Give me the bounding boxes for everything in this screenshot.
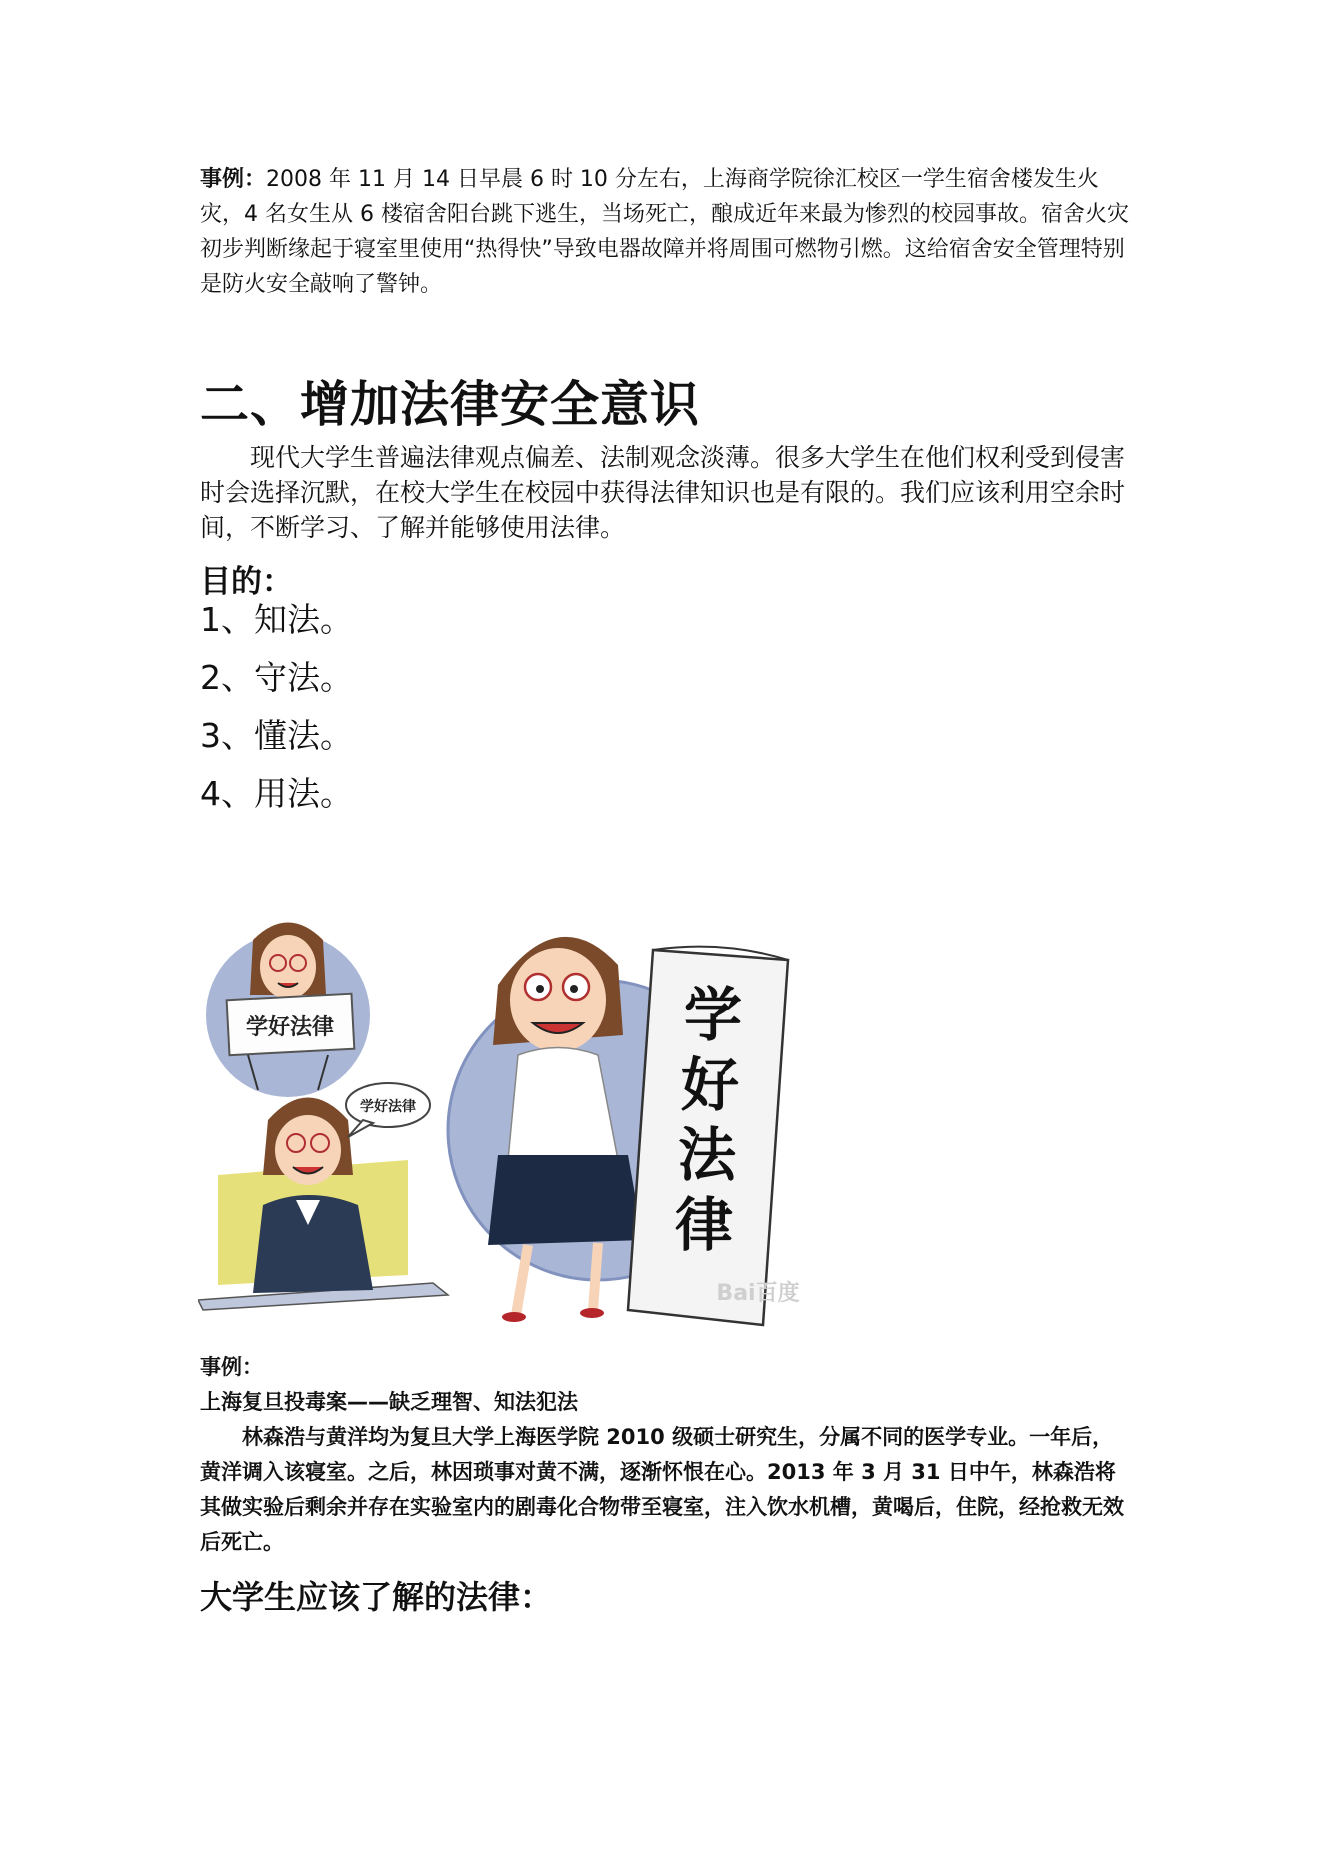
scroll-char: 法 — [677, 1121, 737, 1189]
case-label: 事例： — [200, 1355, 263, 1379]
scroll-char: 学 — [683, 981, 743, 1049]
case-title: 上海复旦投毒案——缺乏理智、知法犯法 — [200, 1390, 578, 1414]
goal-item: 1、知法。 — [200, 600, 353, 639]
intro-paragraph: 现代大学生普遍法律观点偏差、法制观念淡薄。很多大学生在他们权利受到侵害时会选择沉默，在校大学生在校园中获得法律知识也是有限的。我们应该利用空余时间，不断学习、了解并能够使用法律。 — [200, 443, 1126, 542]
goal-item: 2、守法。 — [200, 658, 353, 697]
scroll-char: 好 — [680, 1051, 740, 1119]
desk-woman-figure — [198, 1083, 448, 1310]
scroll-char: 律 — [674, 1191, 734, 1259]
bubble-text: 学好法律 — [360, 1099, 416, 1115]
fire-case-paragraph — [200, 162, 1130, 302]
watermark: Bai百度 — [716, 1281, 800, 1306]
section-heading: 二、增加法律安全意识 — [200, 376, 701, 433]
poison-case-section — [200, 1350, 1130, 1560]
laws-heading: 大学生应该了解的法律： — [200, 1578, 553, 1616]
goal-item: 4、用法。 — [200, 774, 353, 813]
case-text: 林森浩与黄洋均为复旦大学上海医学院 2010 级硕士研究生，分属不同的医学专业。一年后，黄洋调入该寝室。之后，林因琐事对黄不满，逐渐怀恨在心。2013 年 3 月 31 日中午，林森浩将其做实验后剩余并存在实验室内的剧毒化合物带至寝室，注入饮水机槽，黄喝后，住院，经抢救无效后死亡。 — [200, 1425, 1124, 1554]
law-illustration — [198, 905, 898, 1345]
sign-text: 学好法律 — [245, 1015, 335, 1040]
purpose-label: 目的： — [200, 564, 293, 600]
case-label: 事例： — [200, 167, 267, 192]
sign-woman-figure — [206, 923, 370, 1098]
goal-item: 3、懂法。 — [200, 716, 353, 755]
scroll-woman-figure — [448, 937, 800, 1325]
case-text: 2008 年 11 月 14 日早晨 6 时 10 分左右，上海商学院徐汇校区一学生宿舍楼发生火灾，4 名女生从 6 楼宿舍阳台跳下逃生，当场死亡，酿成近年来最为惨烈的校园事故。宿舍火灾初步判断缘起于寝室里使用“热得快”导致电器故障并将周围可燃物引燃。这给宿舍安全管理特别是防火安全敲响了警钟。 — [200, 167, 1129, 297]
